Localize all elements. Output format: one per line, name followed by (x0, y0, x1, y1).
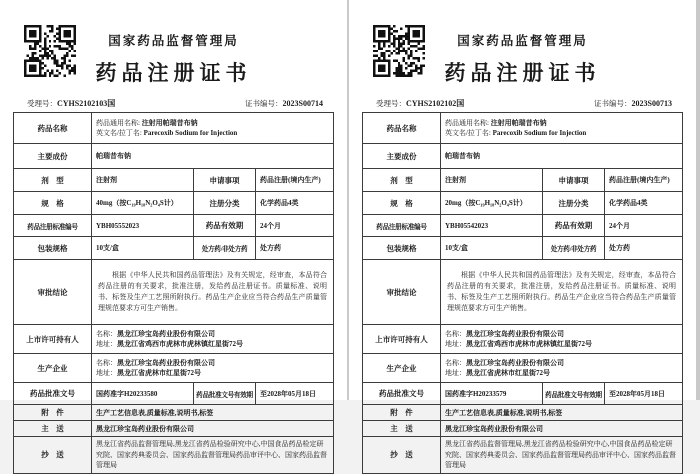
acceptance-number (27, 98, 115, 109)
certificate-number (594, 98, 672, 109)
spec-label: 规 格 (13, 192, 91, 215)
main-ingredient-value (440, 144, 682, 169)
approval-no-text: 国药准字H20233579 (444, 389, 507, 398)
spec-text: 40mg（按C₁₉H₁₈N₂O₄S计） (95, 199, 178, 207)
generic-name (445, 118, 678, 129)
manufacturer-address-prefix: 地址： (95, 369, 117, 377)
validity-text: 24个月 (259, 221, 281, 230)
validity-value (255, 215, 333, 237)
english-name-prefix: 英文名/拉丁名: (95, 129, 144, 137)
manufacturer-name-value: 黑龙江珍宝岛药业股份有限公司 (465, 358, 564, 367)
row-manufacturer (362, 354, 682, 383)
certificate-number (245, 98, 323, 109)
certificate-page (0, 0, 347, 469)
rx-otc-text: 处方药 (608, 244, 630, 252)
mah-cell (440, 325, 682, 354)
drug-name-cell (440, 113, 682, 144)
row-dosage-form (13, 169, 333, 192)
approval-no-text: 国药准字H20233580 (95, 389, 158, 398)
main-send-value (91, 421, 333, 437)
manufacturer-address-prefix: 地址： (444, 369, 466, 377)
certificate-table (362, 112, 683, 474)
copy-send-label: 抄 送 (13, 437, 91, 474)
registration-class-label: 注册分类 (542, 192, 604, 215)
row-main-send (13, 421, 333, 437)
approval-conclusion-text: 根据《中华人民共和国药品管理法》及有关规定，经审查，本品符合药品注册的有关要求，批准注册，发给药品注册证书。质量标准、说明书、标签及生产工艺照所附执行。药品生产企业应当符合药品生产质量管理规范要求方可生产销售。 (440, 260, 682, 325)
certificate-table (13, 112, 334, 474)
manufacturer-cell (440, 354, 682, 383)
mah-address (96, 339, 329, 350)
attachments-text: 生产工艺信息表,质量标准,说明书,标签 (95, 408, 214, 417)
copy-send-label: 抄 送 (362, 437, 440, 474)
manufacturer-name (445, 358, 678, 369)
approval-conclusion-text: 根据《中华人民共和国药品管理法》及有关规定，经审查，本品符合药品注册的有关要求，批准注册，发给药品注册证书。质量标准、说明书、标签及生产工艺照所附执行。药品生产企业应当符合药品生产质量管理规范要求方可生产销售。 (91, 260, 333, 325)
mah-name (96, 329, 329, 340)
main-ingredient-label: 主要成份 (362, 144, 440, 169)
document-title: 药品注册证书 (444, 61, 601, 85)
mah-name (445, 329, 678, 340)
issuing-authority: 国家药品监督管理局 (108, 34, 239, 48)
row-copy-send (362, 437, 682, 474)
registration-class-text: 化学药品4类 (608, 199, 648, 207)
row-approval-no (362, 383, 682, 405)
row-approval-no (13, 383, 333, 405)
rx-otc-label: 处方药/非处方药 (542, 237, 604, 260)
attachments-text: 生产工艺信息表,质量标准,说明书,标签 (444, 408, 563, 417)
manufacturer-address (96, 368, 329, 379)
package-spec-text: 10支/盒 (95, 244, 119, 252)
mah-name-prefix: 名称： (95, 329, 117, 338)
dosage-form-text: 注射剂 (95, 176, 117, 184)
certificate-meta (376, 98, 672, 109)
row-main-send (362, 421, 682, 437)
english-name-value: Parecoxib Sodium for Injection (492, 129, 587, 137)
main-ingredient-text: 帕瑞昔布钠 (95, 152, 131, 160)
row-mah (13, 325, 333, 354)
approval-no-label: 药品批准文号 (13, 383, 91, 405)
drug-name-cell (91, 113, 333, 144)
approval-no-validity-label: 药品批准文号有效期 (193, 383, 255, 405)
mah-address-value: 黑龙江省鸡西市虎林市虎林镇红星街72号 (116, 340, 243, 348)
application-item-text: 药品注册(境内生产) (608, 176, 670, 184)
approval-no-value (91, 383, 193, 405)
acceptance-number-label: 受理号： (376, 99, 406, 108)
manufacturer-address-value: 黑龙江省虎林市红星街72号 (465, 369, 550, 377)
issuing-authority: 国家药品监督管理局 (457, 34, 588, 48)
mah-cell (91, 325, 333, 354)
validity-label: 药品有效期 (542, 215, 604, 237)
certificate-number-value: 2023S00714 (282, 99, 323, 108)
main-ingredient-value (91, 144, 333, 169)
package-spec-label: 包装规格 (362, 237, 440, 260)
certificate-number-label: 证书编号： (245, 99, 283, 108)
approval-no-validity-value (604, 383, 682, 405)
dosage-form-value (440, 169, 542, 192)
main-send-value (440, 421, 682, 437)
application-item-value (604, 169, 682, 192)
spec-text: 20mg（按C₁₉H₁₈N₂O₄S计） (444, 199, 527, 207)
spec-value (440, 192, 542, 215)
row-package-spec (13, 237, 333, 260)
application-item-value (255, 169, 333, 192)
manufacturer-address-value: 黑龙江省虎林市红星街72号 (116, 369, 201, 377)
document-title: 药品注册证书 (95, 61, 252, 85)
rx-otc-label: 处方药/非处方药 (193, 237, 255, 260)
qr-code-icon (373, 25, 425, 77)
mah-label: 上市许可持有人 (362, 325, 440, 354)
attachments-label: 附 件 (13, 405, 91, 421)
manufacturer-address (445, 368, 678, 379)
standard-no-label: 药品注册标准编号 (13, 215, 91, 237)
drug-name-label: 药品名称 (13, 113, 91, 144)
dosage-form-label: 剂 型 (362, 169, 440, 192)
main-send-label: 主 送 (13, 421, 91, 437)
copy-send-value: 黑龙江省药品监督管理局,黑龙江省药品检验研究中心,中国食品药品检定研究院、国家药典委员会、国家药品监督管理局药品审评中心、国家药品监督管理局 (91, 437, 333, 474)
row-manufacturer (13, 354, 333, 383)
validity-text: 24个月 (608, 221, 630, 230)
standard-no-value (91, 215, 193, 237)
rx-otc-text: 处方药 (259, 244, 281, 252)
main-send-label: 主 送 (362, 421, 440, 437)
package-spec-value (440, 237, 542, 260)
rx-otc-value (255, 237, 333, 260)
approval-conclusion-label: 审批结论 (13, 260, 91, 325)
manufacturer-cell (91, 354, 333, 383)
approval-no-validity-value (255, 383, 333, 405)
english-name (96, 128, 329, 139)
package-spec-value (91, 237, 193, 260)
row-attachments (13, 405, 333, 421)
english-name-value: Parecoxib Sodium for Injection (143, 129, 238, 137)
manufacturer-label: 生产企业 (362, 354, 440, 383)
approval-no-value (440, 383, 542, 405)
mah-address (445, 339, 678, 350)
generic-name (96, 118, 329, 129)
mah-name-value: 黑龙江珍宝岛药业股份有限公司 (116, 329, 215, 338)
row-standard-no (13, 215, 333, 237)
main-send-text: 黑龙江珍宝岛药业股份有限公司 (444, 424, 543, 433)
row-standard-no (362, 215, 682, 237)
acceptance-number-value: CYHS2102103国 (57, 99, 116, 108)
validity-label: 药品有效期 (193, 215, 255, 237)
main-ingredient-label: 主要成份 (13, 144, 91, 169)
package-spec-label: 包装规格 (13, 237, 91, 260)
drug-name-label: 药品名称 (362, 113, 440, 144)
certificate-meta (27, 98, 323, 109)
mah-name-value: 黑龙江珍宝岛药业股份有限公司 (465, 329, 564, 338)
manufacturer-label: 生产企业 (13, 354, 91, 383)
manufacturer-name-prefix: 名称： (444, 358, 466, 367)
attachments-value (91, 405, 333, 421)
approval-no-validity-text: 至2028年05月18日 (259, 389, 316, 398)
row-spec (362, 192, 682, 215)
registration-class-value (255, 192, 333, 215)
standard-no-value (440, 215, 542, 237)
approval-no-validity-text: 至2028年05月18日 (608, 389, 665, 398)
attachments-label: 附 件 (362, 405, 440, 421)
spec-value (91, 192, 193, 215)
english-name-prefix: 英文名/拉丁名: (444, 129, 493, 137)
english-name (445, 128, 678, 139)
row-drug-name (362, 113, 682, 144)
acceptance-number-label: 受理号： (27, 99, 57, 108)
row-mah (362, 325, 682, 354)
package-spec-text: 10支/盒 (444, 244, 468, 252)
page-gap (696, 0, 700, 400)
validity-value (604, 215, 682, 237)
row-main-ingredient (362, 144, 682, 169)
spec-label: 规 格 (362, 192, 440, 215)
generic-name-value: 注射用帕瑞昔布钠 (141, 118, 198, 127)
standard-no-label: 药品注册标准编号 (362, 215, 440, 237)
standard-no-text: YBH05552023 (95, 221, 140, 230)
row-spec (13, 192, 333, 215)
manufacturer-name-prefix: 名称： (95, 358, 117, 367)
generic-name-prefix: 药品通用名称: (95, 118, 142, 127)
copy-send-value: 黑龙江省药品监督管理局,黑龙江省药品检验研究中心,中国食品药品检定研究院、国家药典委员会、国家药品监督管理局药品审评中心、国家药品监督管理局 (440, 437, 682, 474)
row-drug-name (13, 113, 333, 144)
mah-name-prefix: 名称： (444, 329, 466, 338)
certificate-number-label: 证书编号： (594, 99, 632, 108)
mah-address-value: 黑龙江省鸡西市虎林市虎林镇红星街72号 (465, 340, 592, 348)
row-copy-send (13, 437, 333, 474)
dosage-form-text: 注射剂 (444, 176, 466, 184)
main-ingredient-text: 帕瑞昔布钠 (444, 152, 480, 160)
row-approval-conclusion (13, 260, 333, 325)
mah-label: 上市许可持有人 (13, 325, 91, 354)
registration-class-value (604, 192, 682, 215)
acceptance-number-value: CYHS2102102国 (406, 99, 465, 108)
application-item-text: 药品注册(境内生产) (259, 176, 321, 184)
mah-address-prefix: 地址： (444, 340, 466, 348)
registration-class-text: 化学药品4类 (259, 199, 299, 207)
generic-name-prefix: 药品通用名称: (444, 118, 491, 127)
generic-name-value: 注射用帕瑞昔布钠 (490, 118, 547, 127)
approval-no-label: 药品批准文号 (362, 383, 440, 405)
rx-otc-value (604, 237, 682, 260)
manufacturer-name (96, 358, 329, 369)
qr-code-icon (24, 25, 76, 77)
row-dosage-form (362, 169, 682, 192)
dosage-form-label: 剂 型 (13, 169, 91, 192)
row-main-ingredient (13, 144, 333, 169)
standard-no-text: YBH05542023 (444, 221, 489, 230)
row-attachments (362, 405, 682, 421)
attachments-value (440, 405, 682, 421)
approval-conclusion-label: 审批结论 (362, 260, 440, 325)
acceptance-number (376, 98, 464, 109)
certificate-page (349, 0, 696, 469)
dosage-form-value (91, 169, 193, 192)
mah-address-prefix: 地址： (95, 340, 117, 348)
manufacturer-name-value: 黑龙江珍宝岛药业股份有限公司 (116, 358, 215, 367)
main-send-text: 黑龙江珍宝岛药业股份有限公司 (95, 424, 194, 433)
approval-no-validity-label: 药品批准文号有效期 (542, 383, 604, 405)
registration-class-label: 注册分类 (193, 192, 255, 215)
row-package-spec (362, 237, 682, 260)
certificate-number-value: 2023S00713 (631, 99, 672, 108)
application-item-label: 申请事项 (542, 169, 604, 192)
application-item-label: 申请事项 (193, 169, 255, 192)
row-approval-conclusion (362, 260, 682, 325)
